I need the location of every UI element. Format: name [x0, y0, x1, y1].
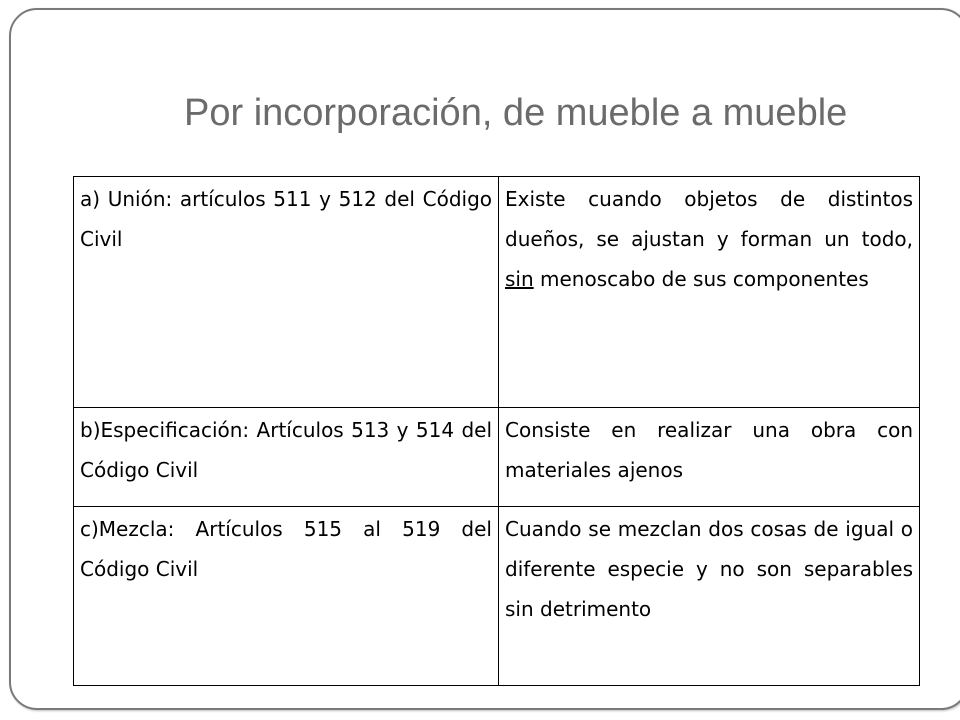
table-cell-union-description [499, 177, 920, 408]
table-cell-especificacion: b)Especificación: Artículos 513 y 514 del Código Civil [74, 408, 499, 507]
table-cell-union: a) Unión: artículos 511 y 512 del Código Civil [74, 177, 499, 408]
table-cell-mezcla-description: Cuando se mezclan dos cosas de igual o diferente especie y no son separables sin detrimento [499, 507, 920, 686]
union-description-underlined: sin [505, 267, 534, 291]
table-row [74, 507, 920, 686]
table-cell-especificacion-description: Consiste en realizar una obra con materiales ajenos [499, 408, 920, 507]
incorporation-table [73, 176, 920, 686]
union-description-text-end: menoscabo de sus componentes [540, 267, 869, 291]
union-description-text: Existe cuando objetos de distintos dueños, se ajustan y forman un todo, [505, 187, 913, 251]
slide-title: Por incorporación, de mueble a mueble [184, 92, 848, 134]
table-row [74, 408, 920, 507]
table-row [74, 177, 920, 408]
table-cell-mezcla: c)Mezcla: Artículos 515 al 519 del Código Civil [74, 507, 499, 686]
